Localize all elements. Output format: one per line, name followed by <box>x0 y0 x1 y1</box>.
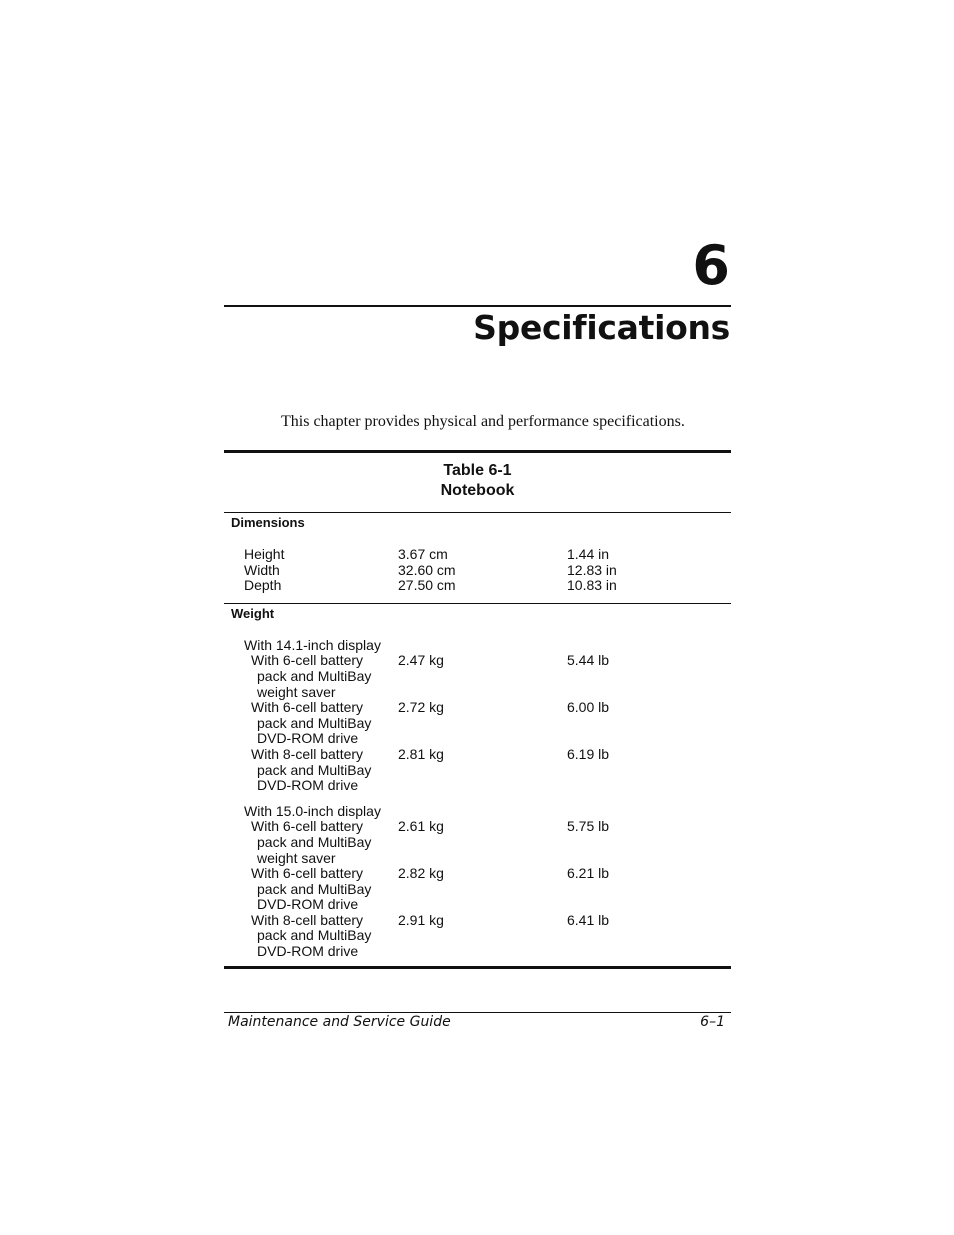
config-line: pack and MultiBay <box>257 927 372 944</box>
section-heading-weight: Weight <box>231 605 275 621</box>
config-line: DVD-ROM drive <box>257 896 359 913</box>
spec-metric: 2.47 kg <box>398 652 444 669</box>
table-row <box>224 819 731 866</box>
spec-metric: 2.91 kg <box>398 911 444 928</box>
config-line: With 8-cell battery <box>251 745 364 762</box>
intro-paragraph: This chapter provides physical and performance specifications. <box>281 413 685 430</box>
spec-metric: 3.67 cm <box>398 546 448 562</box>
table-row <box>224 913 731 960</box>
table-bottom-rule <box>224 966 731 969</box>
config-line: pack and MultiBay <box>257 714 372 731</box>
group-label-14-1-inch: With 14.1-inch display <box>244 636 381 653</box>
specifications-table <box>224 450 731 969</box>
spec-label: Depth <box>244 577 282 594</box>
spec-imperial: 12.83 in <box>567 561 617 578</box>
chapter-title: Specifications <box>473 308 730 347</box>
spec-metric: 27.50 cm <box>398 577 456 594</box>
table-row <box>224 547 731 563</box>
config-line: pack and MultiBay <box>257 761 372 778</box>
group-label-15-0-inch: With 15.0-inch display <box>244 802 381 819</box>
spec-imperial: 6.41 lb <box>567 911 610 928</box>
config-line: pack and MultiBay <box>257 667 372 684</box>
table-row <box>224 747 731 794</box>
config-line: pack and MultiBay <box>257 880 372 897</box>
spec-imperial: 10.83 in <box>567 577 617 594</box>
spec-label: Width <box>244 561 280 578</box>
table-row <box>224 653 731 700</box>
table-row <box>224 563 731 579</box>
config-line: weight saver <box>257 849 336 866</box>
spec-imperial: 6.21 lb <box>567 865 610 882</box>
section-heading-dimensions: Dimensions <box>231 515 305 530</box>
spec-metric: 32.60 cm <box>398 561 456 578</box>
config-line: With 6-cell battery <box>251 699 364 716</box>
table-row <box>224 578 731 594</box>
config-line: pack and MultiBay <box>257 833 372 850</box>
spec-metric: 2.72 kg <box>398 699 444 716</box>
spec-imperial: 5.75 lb <box>567 818 610 835</box>
spec-imperial: 6.19 lb <box>567 745 610 762</box>
config-line: DVD-ROM drive <box>257 777 359 794</box>
spec-metric: 2.81 kg <box>398 745 444 762</box>
spec-metric: 2.82 kg <box>398 865 444 882</box>
config-line: With 8-cell battery <box>251 911 364 928</box>
spec-label: Height <box>244 546 285 562</box>
spec-imperial: 5.44 lb <box>567 652 610 669</box>
spec-metric: 2.61 kg <box>398 818 444 835</box>
table-row <box>224 866 731 913</box>
footer-guide-title: Maintenance and Service Guide <box>228 1014 451 1030</box>
table-row <box>224 700 731 747</box>
config-line: With 6-cell battery <box>251 818 364 835</box>
footer-page-number: 6–1 <box>700 1014 725 1030</box>
config-line: With 6-cell battery <box>251 865 364 882</box>
config-line: DVD-ROM drive <box>257 943 359 960</box>
config-line: weight saver <box>257 683 336 700</box>
spec-imperial: 1.44 in <box>567 546 610 562</box>
config-line: DVD-ROM drive <box>257 730 359 747</box>
config-line: With 6-cell battery <box>251 652 364 669</box>
table-caption <box>224 453 731 512</box>
chapter-number: 6 <box>692 234 730 297</box>
table-title: Notebook <box>440 482 515 499</box>
spec-imperial: 6.00 lb <box>567 699 610 716</box>
table-number: Table 6-1 <box>443 462 512 479</box>
